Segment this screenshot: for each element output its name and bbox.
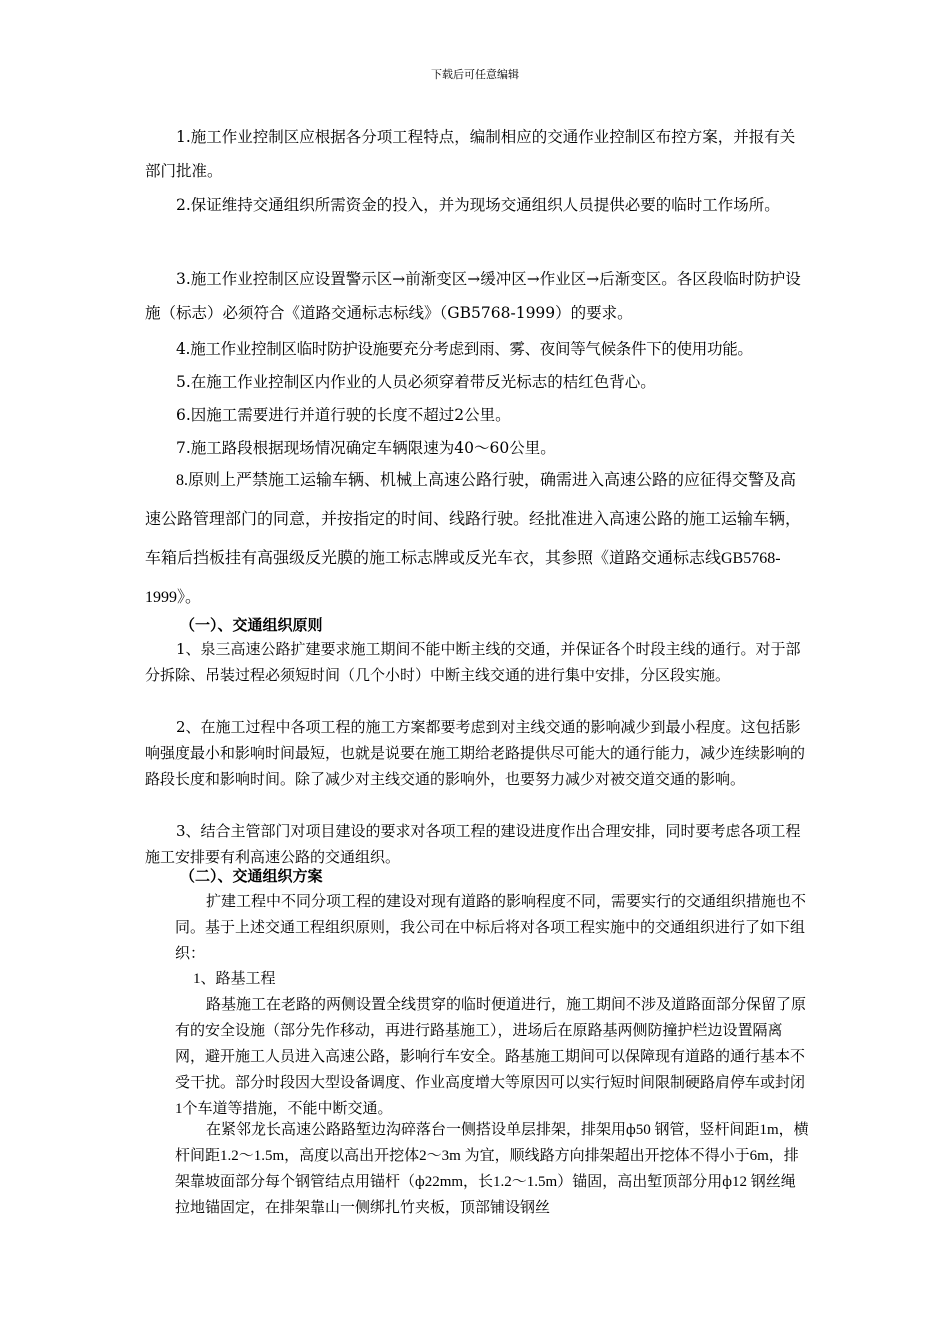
section-2-title: （二）、交通组织方案 — [180, 867, 323, 885]
requirement-2: 2.保证维持交通组织所需资金的投入，并为现场交通组织人员提供必要的临时工作场所。 — [176, 196, 780, 214]
header-note: 下载后可任意编辑 — [431, 68, 519, 81]
requirement-1: 1.施工作业控制区应根据各分项工程特点，编制相应的交通作业控制区布控方案，并报有关部门批准。 — [145, 128, 796, 180]
section-1-title: （一）、交通组织原则 — [180, 616, 323, 634]
requirement-6: 6.因施工需要进行并道行驶的长度不超过2公里。 — [176, 406, 511, 424]
section-1-paragraph-1: 1、泉三高速公路扩建要求施工期间不能中断主线的交通，并保证各个时段主线的通行。对于部分拆除、吊装过程必须短时间（几个小时）中断主线交通的进行集中安排，分区段实施。 — [145, 640, 801, 684]
section-1-paragraph-3: 3、结合主管部门对项目建设的要求对各项工程的建设进度作出合理安排，同时要考虑各项工程施工安排要有利高速公路的交通组织。 — [145, 822, 801, 866]
section-2-subtitle-roadbed: 1、路基工程 — [193, 971, 276, 987]
section-1-paragraph-2: 2、在施工过程中各项工程的施工方案都要考虑到对主线交通的影响减少到最小程度。这包括影响强度最小和影响时间最短，也就是说要在施工期给老路提供尽可能大的通行能力，减少连续影响的路段长度和影响时间。除了减少对主线交通的影响外，也要努力减少对被交道交通的影响。 — [145, 718, 806, 788]
requirement-7: 7.施工路段根据现场情况确定车辆限速为40～60公里。 — [176, 439, 556, 457]
section-2-intro: 扩建工程中不同分项工程的建设对现有道路的影响程度不同，需要实行的交通组织措施也不同。基于上述交通工程组织原则，我公司在中标后将对各项工程实施中的交通组织进行了如下组织： — [175, 894, 807, 962]
section-2-roadbed-paragraph-1: 路基施工在老路的两侧设置全线贯穿的临时便道进行，施工期间不涉及道路面部分保留了原有的安全设施（部分先作移动，再进行路基施工），进场后在原路基两侧防撞护栏边设置隔离网，避开施工人员进入高速公路，影响行车安全。路基施工期间可以保障现有道路的通行基本不受干扰。部分时段因大型设备调度、作业高度增大等原因可以实行短时间限制硬路肩停车或封闭1个车道等措施，不能中断交通。 — [175, 997, 807, 1117]
requirement-4: 4.施工作业控制区临时防护设施要充分考虑到雨、雾、夜间等气候条件下的使用功能。 — [176, 340, 753, 358]
requirement-3: 3.施工作业控制区应设置警示区→前渐变区→缓冲区→作业区→后渐变区。各区段临时防护设施（标志）必须符合《道路交通标志标线》（GB5768-1999）的要求。 — [145, 270, 801, 322]
requirement-5: 5.在施工作业控制区内作业的人员必须穿着带反光标志的桔红色背心。 — [176, 373, 656, 391]
requirement-8: 8.原则上严禁施工运输车辆、机械上高速公路行驶，确需进入高速公路的应征得交警及高速公路管理部门的同意，并按指定的时间、线路行驶。经批准进入高速公路的施工运输车辆，车箱后挡板挂有高强级反光膜的施工标志牌或反光车衣，其参照《道路交通标志线GB5768-1999》。 — [145, 472, 802, 606]
section-2-roadbed-paragraph-2: 在紧邻龙长高速公路路堑边沟碎落台一侧搭设单层排架，排架用ф50 钢管，竖杆间距1m，横杆间距1.2～1.5m，高度以高出开挖体2～3m 为宜，顺线路方向排架超出开挖体不得小于6m，排架靠坡面部分每个钢管结点用锚杆（ф22mm，长1.2～1.5m）锚固，高出堑顶部分用ф12 钢丝绳拉地锚固定，在排架靠山一侧绑扎竹夹板，顶部铺设钢丝 — [175, 1122, 809, 1216]
